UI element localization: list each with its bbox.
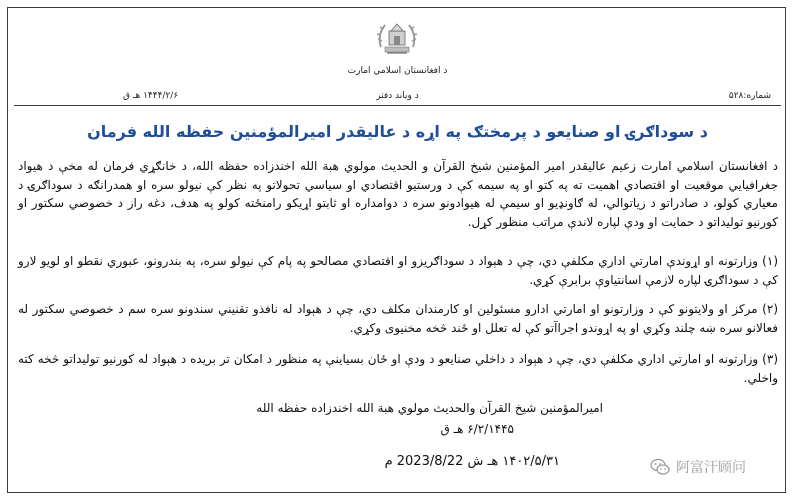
article-1: (۱) وزارتونه او اړوندې امارتي اداري مکلفې دي، چې د هېواد د سوداګریزو او اقتصادي مصالحو په پام کې نیولو سره، په بندرونو، عبوري نقطو او لویو لارو کې د سوداګرۍ لپاره لازمې اسانتیاوې برابرې کړي. bbox=[18, 254, 778, 287]
document-title: د سوداګرۍ او صنایعو د پرمختګ په اړه د عالیقدر امیرالمؤمنین حفظه الله فرمان bbox=[87, 122, 708, 141]
document-number: شماره:۵۲۸ bbox=[728, 91, 771, 101]
signature-solar-date: ۱۴۰۲/۵/۳۱ هـ ش 2023/8/22 م bbox=[384, 454, 560, 469]
wechat-icon bbox=[650, 458, 670, 476]
signature-lunar-date: ۶/۲/۱۴۴۵ هـ ق bbox=[440, 422, 514, 436]
watermark bbox=[650, 456, 746, 478]
emirate-name: د افغانستان اسلامي امارت bbox=[347, 66, 448, 76]
signatory-name: امیرالمؤمنین شیخ القرآن والحدیث مولوي هبة الله اخندزاده حفظه الله bbox=[256, 401, 603, 415]
article-3: (۳) وزارتونه او امارتي اداري مکلفې دي، چې د هېواد د داخلي صنایعو د ودې او ځان بسیاینې په منظور د امکان تر بریده د هېواد له کورنیو تولیداتو څخه کته واخلي. bbox=[18, 352, 778, 385]
islamic-emirate-emblem-icon bbox=[375, 17, 419, 57]
header-date: ۱۴۴۴/۲/۶ هـ ق bbox=[123, 91, 179, 101]
header-divider bbox=[14, 105, 781, 106]
office-label: د ویاند دفتر bbox=[376, 91, 419, 101]
document-frame bbox=[7, 7, 786, 493]
watermark-text: 阿富汗顾问 bbox=[676, 460, 746, 476]
intro-paragraph: د افغانستان اسلامي امارت زعیم عالیقدر امیر المؤمنین شیخ القرآن و الحدیث مولوي هبة الله اخندزاده حفظه الله، د خانګړي فرمان له مخې د هیواد جغرافیایي موقعیت او اقتصادي اهمیت ته په کتو او په سیمه کې د ورستیو اقتصادي او سیاسي تحولاتو په نظر کې نیولو سره او همدرانګه د سوداګرۍ د معیاري کولو، د صادراتو د زیاتوالي، له ګاونډیو او سیمې له هیوادونو سره د دوامداره او ثابتو اړیکو رامنځته کولو په هدف، دغه راز د خصوصي سکتور او کورنیو تولیداتو د حمایت او ودې لپاره لاندې مراتب منظور کړل. bbox=[18, 159, 778, 229]
article-2: (۲) مرکز او ولایتونو کې د وزارتونو او امارتي ادارو مسئولین او کارمندان مکلف دي، چې د هېواد له نافذو تقنیني سندونو سره سم د خصوصي سکتور له فعالانو سره ښه چلند وکړي او په اړوندو اجراآتو کې له تعلل او ځند څخه مخنیوی وکړي. bbox=[18, 302, 778, 335]
